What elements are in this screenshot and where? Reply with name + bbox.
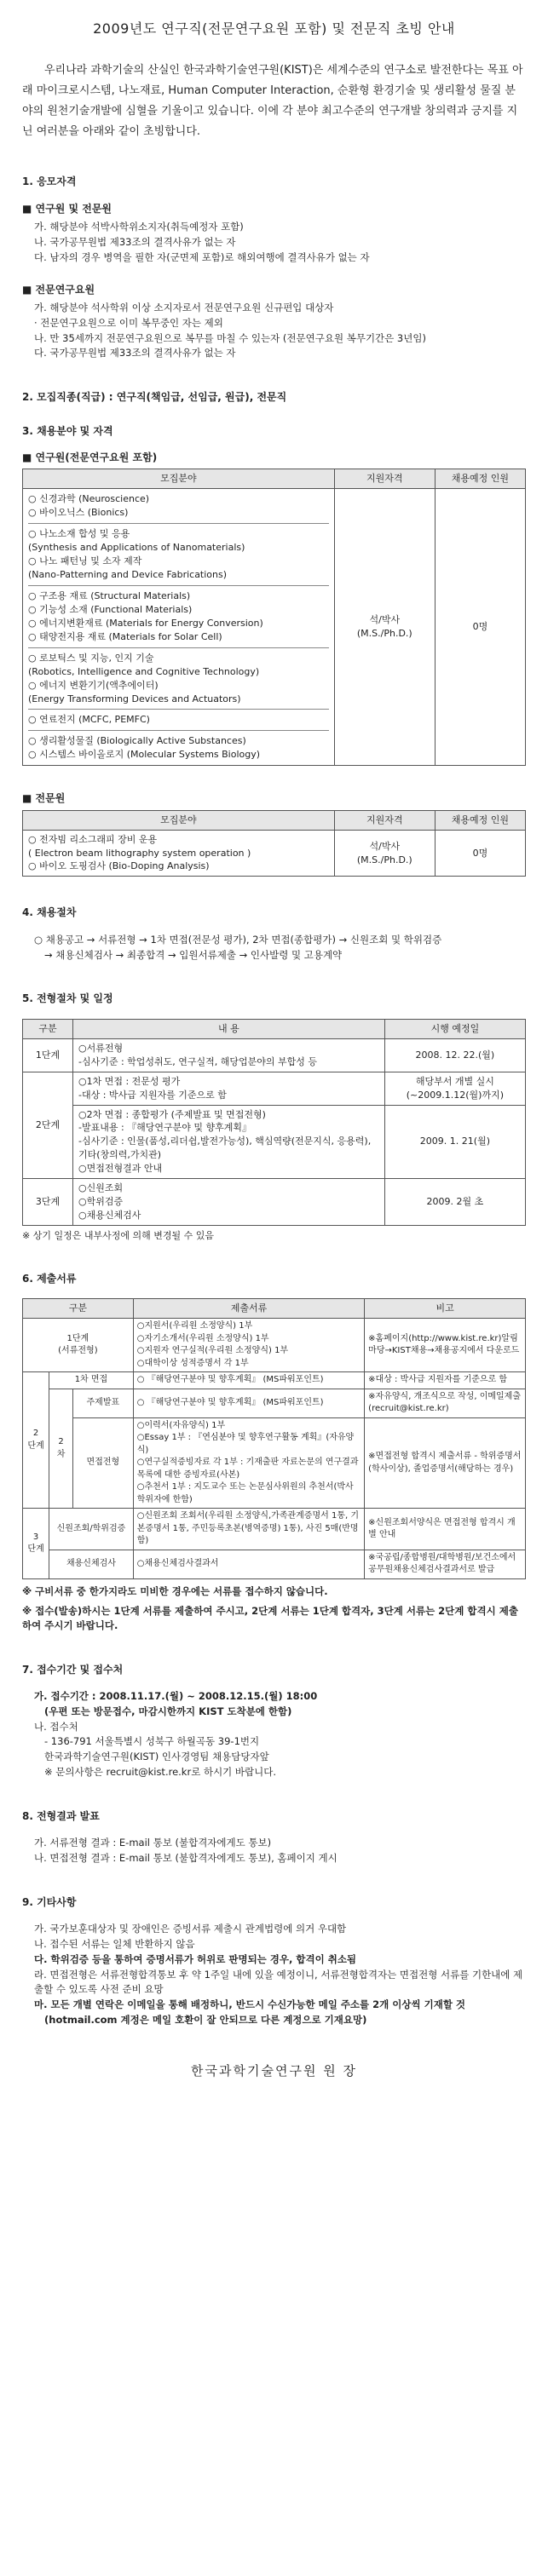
content-line: -대상 : 박사급 지원자를 기준으로 함 [78, 1089, 227, 1101]
eligibility-line: 가. 해당분야 석사학위 이상 소지자로서 전문연구요원 신규편입 대상자 [34, 301, 334, 313]
field-item: ○ 나노 패턴닝 및 소자 제작 [28, 555, 142, 567]
content-line: -발표내용 : 『해당연구분야 및 향후계획』 [78, 1122, 252, 1134]
field-item: ○ 나노소재 합성 및 응용 [28, 528, 130, 540]
field-item: ○ 바이오닉스 (Bionics) [28, 507, 129, 519]
doc-line: ○이력서(자유양식) 1부 [136, 1420, 226, 1430]
content-line: ○1차 면접 : 전문성 평가 [78, 1075, 181, 1087]
documents-note: ※ 접수(발송)하시는 1단계 서류를 제출하여 주시고, 2단계 서류는 1단계 합격자, 3단계 서류는 2단계 합격시 제출하여 주시기 바랍니다. [22, 1605, 518, 1632]
doc-line: ○지원자 연구실적(우리원 소정양식) 1부 [136, 1346, 289, 1356]
misc-line: (hotmail.com 계정은 메일 호환이 잘 안되므로 다른 계정으로 기재요망) [44, 2014, 367, 2027]
content-line: -심사기준 : 학업성취도, 연구실적, 해당업분야의 부합성 등 [78, 1055, 318, 1067]
field-item: ○ 신경과학 (Neuroscience) [28, 493, 150, 505]
docs-cell: ○ 『해당연구분야 및 향후계획』 (MS파워포인트) [133, 1389, 364, 1417]
substage-cell: 1차 면접 [49, 1372, 134, 1389]
section-fields-title: 3. 채용분야 및 자격 [22, 424, 113, 437]
col-header-stage: 구분 [23, 1019, 73, 1038]
stage-cell: 1단계 (서류전형) [23, 1319, 134, 1372]
field-item: ○ 구조용 재료 (Structural Materials) [28, 589, 191, 601]
content-cell [73, 1179, 385, 1226]
content-cell [73, 1072, 385, 1105]
field-item: ○ 에너지변환재료 (Materials for Energy Conversion) [28, 617, 263, 629]
misc-line: 나. 접수된 서류는 일체 반환하지 않음 [34, 1938, 195, 1951]
substage-cell: 채용신체검사 [49, 1550, 134, 1578]
section-schedule-title: 5. 전형절차 및 일정 [22, 992, 113, 1005]
documents-note: ※ 구비서류 중 한가지라도 미비한 경우에는 서류를 접수하지 않습니다. [22, 1584, 328, 1597]
field-item: (Robotics, Intelligence and Cognitive Technology) [28, 665, 260, 677]
misc-line: 가. 국가보훈대상자 및 장애인은 증빙서류 제출시 관계법령에 의거 우대함 [34, 1923, 347, 1935]
procedure-text: ○ 채용공고 → 서류전형 → 1차 면접(전문성 평가), 2차 면접(종합평가) → 신원조회 및 학위검증 [34, 933, 442, 946]
eligibility-line: 나. 국가공무원법 제33조의 결격사유가 없는 자 [34, 235, 236, 248]
qualification-cell: 석/박사 (M.S./Ph.D.) [334, 830, 435, 877]
section-application-title: 7. 접수기간 및 접수처 [22, 1663, 124, 1676]
content-line: ○서류전형 [78, 1042, 124, 1054]
field-item: ○ 바이오 도핑검사 (Bio-Doping Analysis) [28, 860, 210, 872]
professional-table-title: ■ 전문원 [22, 792, 66, 805]
eligibility-line: 나. 만 35세까지 전문연구요원으로 복무를 마칠 수 있는자 (전문연구요원 복무기간은 3년임) [34, 331, 426, 344]
section-eligibility-title: 1. 응모자격 [22, 175, 77, 188]
content-line: ○학위검증 [78, 1196, 124, 1208]
section-documents-title: 6. 제출서류 [22, 1272, 77, 1285]
field-item: ○ 에너지 변환기기(액추에이터) [28, 679, 159, 691]
col-header-count: 채용예정 인원 [435, 810, 525, 830]
qualification-cell: 석/박사 (M.S./Ph.D.) [334, 489, 435, 766]
col-header-field: 모집분야 [23, 469, 335, 489]
docs-cell: ○채용신체검사결과서 [133, 1550, 364, 1578]
section-job-types: 2. 모집직종(직급) : 연구직(책임급, 선임급, 원급), 전문직 [22, 391, 287, 404]
substage-cell: 면접전형 [72, 1417, 133, 1509]
application-line: (우편 또는 방문접수, 마감시한까지 KIST 도착분에 한함) [44, 1705, 292, 1717]
note-cell: ※홈페이지(http://www.kist.re.kr)알림마당→KIST채용→채용공지에서 다운로드 [365, 1319, 526, 1372]
section-misc-title: 9. 기타사항 [22, 1895, 77, 1908]
eligibility-line: 가. 해당분야 석박사학위소지자(취득예정자 포함) [34, 221, 244, 233]
stage-cell: 1단계 [23, 1038, 73, 1072]
section-results-title: 8. 전형결과 발표 [22, 1809, 100, 1822]
field-item: ○ 로보틱스 및 지능, 인지 기술 [28, 652, 154, 664]
stage-cell: 3 단계 [23, 1509, 49, 1579]
field-list-cell [23, 489, 335, 766]
results-line: 가. 서류전형 결과 : E-mail 통보 (불합격자에게도 통보) [34, 1837, 272, 1849]
note-cell: ※신원조회서양식은 면접전형 합격시 개별 안내 [365, 1509, 526, 1550]
content-cell [73, 1105, 385, 1179]
field-item: ( Electron beam lithography system operation ) [28, 847, 251, 859]
note-cell: ※면접전형 합격시 제출서류 - 학위증명서(학사이상), 졸업증명서(해당하는 경우) [365, 1417, 526, 1509]
professional-fields-table [22, 810, 526, 877]
results-line: 나. 면접전형 결과 : E-mail 통보 (불합격자에게도 통보), 홈페이지 게시 [34, 1852, 337, 1864]
date-cell: 2009. 1. 21(월) [384, 1105, 525, 1179]
doc-line: ○Essay 1부 : 『연심분야 및 향후연구활동 계획』(자유양식) [136, 1433, 355, 1455]
stage-cell: 2 단계 [23, 1372, 49, 1509]
procedure-text: → 채용신체검사 → 최종합격 → 입원서류제출 → 인사발령 및 고용계약 [44, 948, 343, 961]
field-item: ○ 전자빔 리소그래피 장비 운용 [28, 833, 158, 845]
field-item: ○ 연료전지 (MCFC, PEMFC) [28, 714, 150, 726]
col-header-docs: 제출서류 [133, 1299, 364, 1319]
doc-line: ○대학이상 성적증명서 각 1부 [136, 1358, 249, 1368]
doc-line: ○자기소개서(우리원 소정양식) 1부 [136, 1333, 269, 1343]
application-line: ※ 문의사항은 recruit@kist.re.kr로 하시기 바랍니다. [44, 1765, 277, 1778]
note-cell: ※국공립/종합병원/대학병원/보건소에서 공무원채용신체검사결과서로 발급 [365, 1550, 526, 1578]
col-header-qualification: 지원자격 [334, 469, 435, 489]
section-procedure-title: 4. 채용절차 [22, 906, 77, 919]
stage-cell: 2단계 [23, 1072, 73, 1179]
field-list-cell [23, 830, 335, 877]
docs-cell [133, 1417, 364, 1509]
professional-researcher-title: ■ 전문연구요원 [22, 283, 95, 296]
documents-table [22, 1298, 526, 1578]
application-line: 나. 접수처 [34, 1720, 78, 1733]
col-header-content: 내 용 [73, 1019, 385, 1038]
col-header-stage: 구분 [23, 1299, 134, 1319]
col-header-field: 모집분야 [23, 810, 335, 830]
application-line: 가. 접수기간 : 2008.11.17.(월) ~ 2008.12.15.(월) 18:00 [34, 1689, 318, 1702]
field-item: (Nano-Patterning and Device Fabrications) [28, 569, 228, 581]
field-item: (Synthesis and Applications of Nanomaterials) [28, 542, 245, 554]
docs-cell: ○신원조회 조회서(우리원 소정양식,가족관계증명서 1통, 기본증명서 1통, 주민등록초본(병역증명) 1통), 사진 5매(반명함) [133, 1509, 364, 1550]
field-item: ○ 기능성 소재 (Functional Materials) [28, 603, 193, 615]
content-line: ○면접전형결과 안내 [78, 1163, 163, 1175]
doc-line: ○연구실적증빙자료 각 1부 : 기재출판 자료논문의 연구결과목록에 대한 증빙자료(사본) [136, 1458, 359, 1480]
schedule-note: ※ 상기 일정은 내부사정에 의해 변경될 수 있음 [22, 1230, 214, 1242]
intro-paragraph: 우리나라 과학기술의 산실인 한국과학기술연구원(KIST)은 세계수준의 연구소로 발전한다는 목표 아래 마이크로시스템, 나노재료, Human Computer Interaction, 순환형 환경기술 및 생리활성 물질 분야의 원천기술개발에 심혈을 기울이고 있습니다. 이에 각 분야 최고수준의 연구개발 창의력과 긍지를 지닌 여러분을 아래와 같이 초빙합니다. [22, 64, 523, 139]
content-line: ○신원조회 [78, 1182, 124, 1194]
doc-line: ○추천서 1부 : 지도교수 또는 논문심사위원의 추천서(박사학위자에 한함) [136, 1482, 354, 1504]
substage-cell: 신원조회/학위검증 [49, 1509, 134, 1550]
misc-line: 라. 면접전형은 서류전형합격통보 후 약 1주일 내에 있을 예정이니, 서류전형합격자는 면접전형 서류를 기한내에 제출할 수 있도록 사전 준비 요망 [34, 1968, 523, 1996]
content-line: ○채용신체검사 [78, 1210, 141, 1222]
researcher-eligibility-title: ■ 연구원 및 전문원 [22, 202, 112, 215]
issuer-signature: 한국과학기술연구원 원 장 [191, 2062, 357, 2079]
misc-line: 마. 모든 개별 연락은 이메일을 통해 배정하니, 반드시 수신가능한 메일 주소를 2개 이상씩 기재할 것 [34, 1998, 466, 2011]
col-header-qualification: 지원자격 [334, 810, 435, 830]
field-item: (Energy Transforming Devices and Actuators) [28, 693, 241, 704]
col-header-note: 비고 [365, 1299, 526, 1319]
count-cell: 0명 [435, 489, 525, 766]
substage-cell: 주제발표 [72, 1389, 133, 1417]
stage-cell: 3단계 [23, 1179, 73, 1226]
schedule-table [22, 1019, 526, 1226]
date-cell: 2008. 12. 22.(월) [384, 1038, 525, 1072]
eligibility-line: 다. 국가공무원법 제33조의 결격사유가 없는 자 [34, 347, 236, 359]
eligibility-line: · 전문연구요원으로 이미 복무중인 자는 제외 [34, 316, 223, 329]
application-line: - 136-791 서울특별시 성북구 하월곡동 39-1번지 [44, 1735, 260, 1748]
docs-cell [133, 1319, 364, 1372]
researcher-fields-table [22, 469, 526, 766]
note-cell: ※자유양식, 개조식으로 작성, 이메일제출 (recruit@kist.re.kr) [365, 1389, 526, 1417]
researcher-table-title: ■ 연구원(전문연구요원 포함) [22, 451, 158, 464]
field-item: ○ 시스템스 바이올로지 (Molecular Systems Biology) [28, 749, 261, 761]
content-line: ○2차 면접 : 종합평가 (주제발표 및 면접전형) [78, 1108, 266, 1120]
note-cell: ※대상 : 박사급 지원자를 기준으로 함 [365, 1372, 526, 1389]
doc-line: ○지원서(우리원 소정양식) 1부 [136, 1321, 253, 1331]
docs-cell: ○ 『해당연구분야 및 향후계획』 (MS파워포인트) [133, 1372, 364, 1389]
field-item: ○ 생리활성물질 (Biologically Active Substances) [28, 735, 246, 747]
count-cell: 0명 [435, 830, 525, 877]
date-cell: 2009. 2월 초 [384, 1179, 525, 1226]
eligibility-line: 다. 남자의 경우 병역을 필한 자(군면제 포함)로 해외여행에 결격사유가 없는 자 [34, 250, 370, 263]
field-item: ○ 태양전지용 재료 (Materials for Solar Cell) [28, 630, 222, 642]
page-title: 2009년도 연구직(전문연구요원 포함) 및 전문직 초빙 안내 [93, 20, 455, 37]
col-header-date: 시행 예정일 [384, 1019, 525, 1038]
col-header-count: 채용예정 인원 [435, 469, 525, 489]
date-cell: 해당부서 개별 실시 (~2009.1.12(월)까지) [384, 1072, 525, 1105]
round-cell: 2 차 [49, 1389, 73, 1509]
application-line: 한국과학기술연구원(KIST) 인사경영팀 채용담당자앞 [44, 1751, 269, 1763]
content-cell [73, 1038, 385, 1072]
content-line: -심사기준 : 인물(품성,리더쉽,발전가능성), 핵심역량(전문지식, 응용력), 기타(창의력,가치관) [78, 1136, 372, 1161]
misc-line: 다. 학위검증 등을 통하여 증명서류가 허위로 판명되는 경우, 합격이 취소됨 [34, 1952, 357, 1965]
